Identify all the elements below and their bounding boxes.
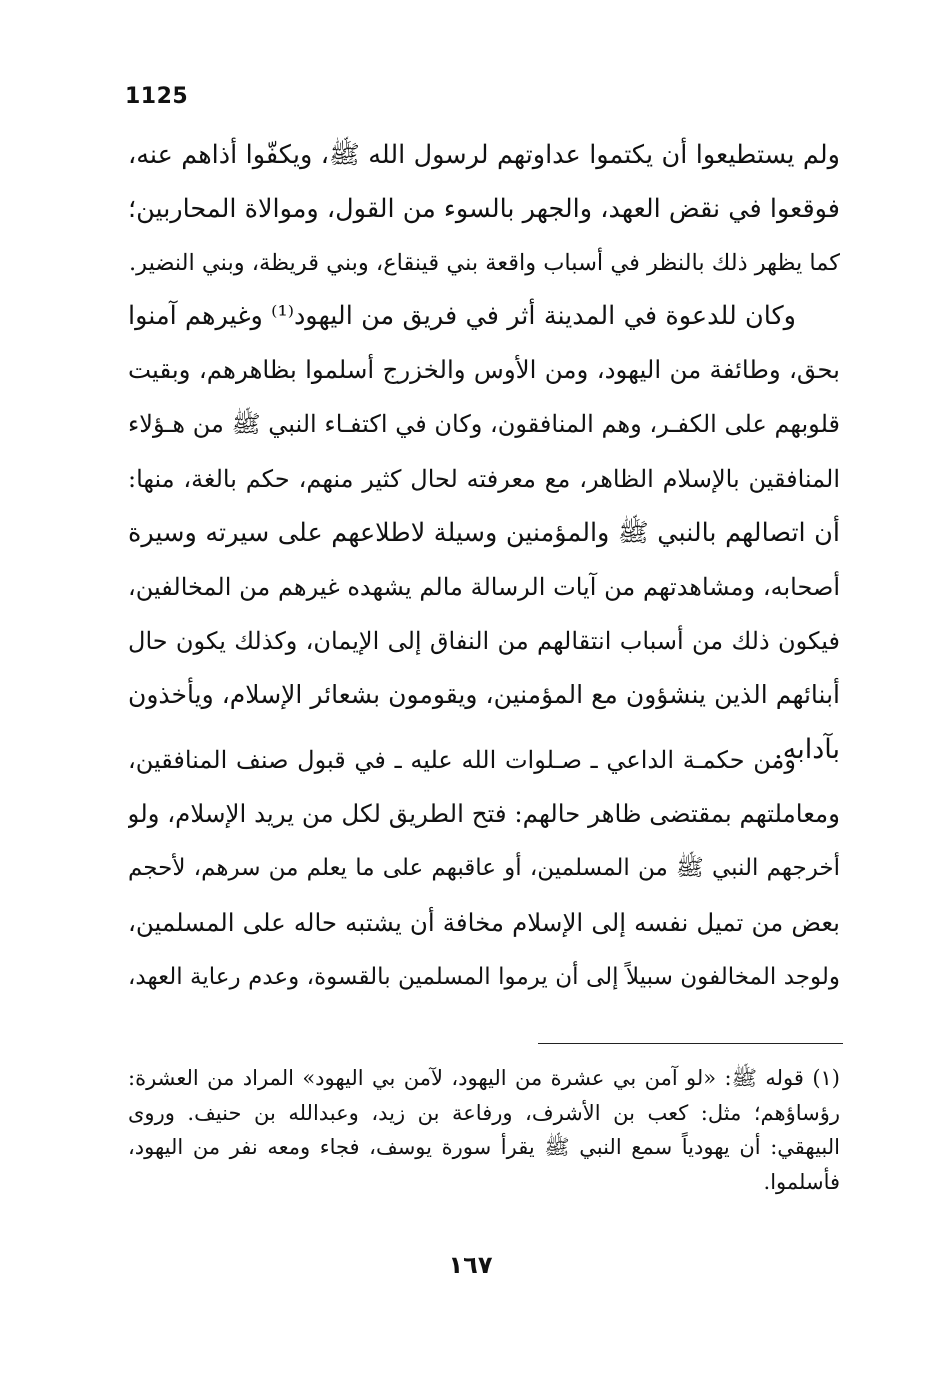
paragraph-line: كما يظهر ذلك بالنظر في أسباب واقعة بني قينقاع، وبني قريظة، وبني النضير. <box>129 250 840 277</box>
paragraph-line: فوقعوا في نقض العهد، والجهر بالسوء من القول، وموالاة المحاربين؛ <box>128 194 840 225</box>
paragraph-line: أبنائهم الذين ينشؤون مع المؤمنين، ويقومون بشعائر الإسلام، ويأخذون <box>128 680 840 710</box>
paragraph-line: أصحابه، ومشاهدتهم من آيات الرسالة مالم يشهده غيرهم من المخالفين، <box>128 572 840 601</box>
paragraph-line: المنافقين بالإسلام الظاهر، مع معرفته لحال كثير منهم، حكم بالغة، منها: <box>128 464 840 493</box>
page-number-top: 1125 <box>125 84 189 109</box>
paragraph-line: بآدابه. <box>774 733 840 765</box>
page-number-bottom: ١٦٧ <box>448 1251 493 1279</box>
paragraph-line: قلوبهم على الكفـر، وهم المنافقون، وكان في اكتفـاء النبي ﷺ من هـؤلاء <box>128 410 840 439</box>
paragraph-line: ومعاملتهم بمقتضى ظاهر حالهم: فتح الطريق لكل من يريد الإسلام، ولو <box>128 799 840 829</box>
paragraph-line: أن اتصالهم بالنبي ﷺ والمؤمنين وسيلة لاطلاعهم على سيرته وسيرة <box>128 517 840 548</box>
paragraph-3 <box>128 733 840 1004</box>
paragraph-line: ومن حكمـة الداعي ـ صـلوات الله عليه ـ في قبول صنف المنافقين، <box>128 746 796 774</box>
paragraph-1 <box>128 128 840 291</box>
footnote-line: (١) قوله ﷺ: «لو آمن بي عشرة من اليهود، لآمن بي اليهود» المراد من العشرة: <box>128 1066 840 1090</box>
footnote-separator <box>538 1043 843 1044</box>
footnote <box>128 1061 840 1199</box>
paragraph-line: ولوجد المخالفون سبيلاً إلى أن يرموا المسلمين بالقسوة، وعدم رعاية العهد، <box>128 963 840 990</box>
paragraph-line: فيكون ذلك من أسباب انتقالهم من النفاق إلى الإيمان، وكذلك يكون حال <box>128 627 840 656</box>
paragraph-line: بعض من تميل نفسه إلى الإسلام مخافة أن يشتبه حاله على المسلمين، <box>128 907 840 937</box>
paragraph-2 <box>128 289 840 777</box>
footnote-line: رؤساؤهم؛ مثل: كعب بن الأشرف، ورفاعة بن زيد، وعبدالله بن حنيف. وروى <box>128 1100 840 1125</box>
paragraph-line: ولم يستطيعوا أن يكتموا عداوتهم لرسول الله ﷺ، ويكفّوا أذاهم عنه، <box>128 140 840 170</box>
paragraph-line: أخرجهم النبي ﷺ من المسلمين، أو عاقبهم على ما يعلم من سرهم، لأحجم <box>128 855 840 882</box>
paragraph-line: بحق، وطائفة من اليهود، ومن الأوس والخزرج أسلموا بظاهرهم، وبقيت <box>128 355 840 385</box>
paragraph-line: وكان للدعوة في المدينة أثر في فريق من اليهود⁽¹⁾ وغيرهم آمنوا <box>128 301 796 331</box>
footnote-line: فأسلموا. <box>763 1169 840 1194</box>
footnote-line: البيهقي: أن يهودياً سمع النبي ﷺ يقرأ سورة يوسف، فجاء ومعه نفر من اليهود، <box>128 1135 840 1159</box>
